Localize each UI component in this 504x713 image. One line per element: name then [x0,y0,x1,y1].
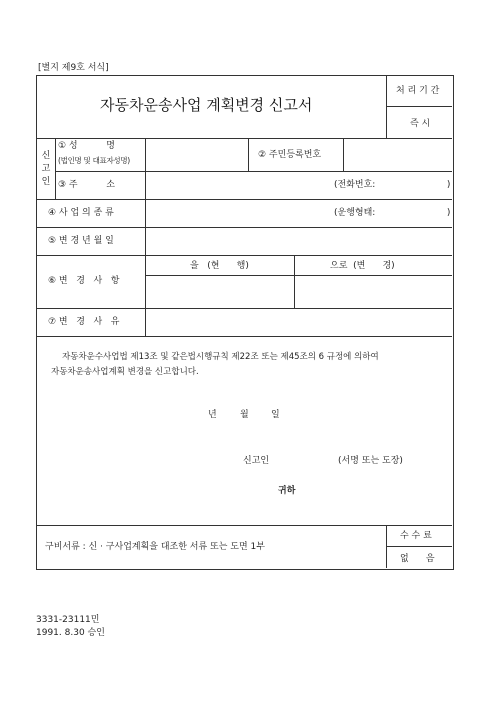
fee-value: 없 음 [400,554,435,564]
business-type-input[interactable] [146,200,326,227]
addressee: 귀하 [278,486,296,496]
date-year: 년 [208,410,217,420]
fee-label: 수 수 료 [400,531,432,541]
name-sub-label: (법인명 및 대표자성명) [58,156,130,165]
signer-label: 신고인 [243,456,270,466]
date-day: 일 [271,410,280,420]
changed-input[interactable] [295,276,452,308]
name-input[interactable] [146,139,248,171]
processing-value: 즉 시 [410,119,431,129]
phone-label: (전화번호: ) [334,180,451,190]
change-date-input[interactable] [146,228,452,255]
resident-number-input[interactable] [344,139,452,171]
current-header: 을 (현 행) [190,261,249,271]
reason-input[interactable] [146,309,452,336]
statement-line-2: 자동차운송사업계획 변경을 신고합니다. [51,367,199,377]
reporter-label: 신 고 인 [41,151,51,187]
resident-number-label: ② 주민등록번호 [258,150,322,160]
processing-label: 처 리 기 간 [396,86,440,96]
name-label: ① 성 명 [58,141,115,151]
form-title: 자동차운송사업 계획변경 신고서 [100,96,313,114]
statement-line-1: 자동차운수사업법 제13조 및 같은법시행규칙 제22조 또는 제45조의 6 규정에 의하여 [62,352,379,362]
current-input[interactable] [146,276,294,308]
form-code: 3331-23111민 [36,615,100,625]
address-label: ③ 주 소 [58,180,115,190]
approval-date: 1991. 8.30 승인 [36,628,105,638]
business-type-label: ④ 사 업 의 종 류 [48,208,114,218]
required-documents: 구비서류 : 신 · 구사업계획을 대조한 서류 또는 도면 1부 [45,542,265,552]
reason-label: ⑦ 변 경 사 유 [48,317,120,327]
date-month: 월 [240,410,249,420]
changes-label: ⑥ 변 경 사 항 [48,276,120,286]
form-number: [별지 제9호 서식] [38,63,109,73]
address-input[interactable] [146,172,326,199]
sign-note: (서명 또는 도장) [338,456,403,466]
operation-type-label: (운행형태: ) [334,208,451,218]
changed-header: 으로 (변 경) [330,261,395,271]
change-date-label: ⑤ 변 경 년 월 일 [48,236,114,246]
